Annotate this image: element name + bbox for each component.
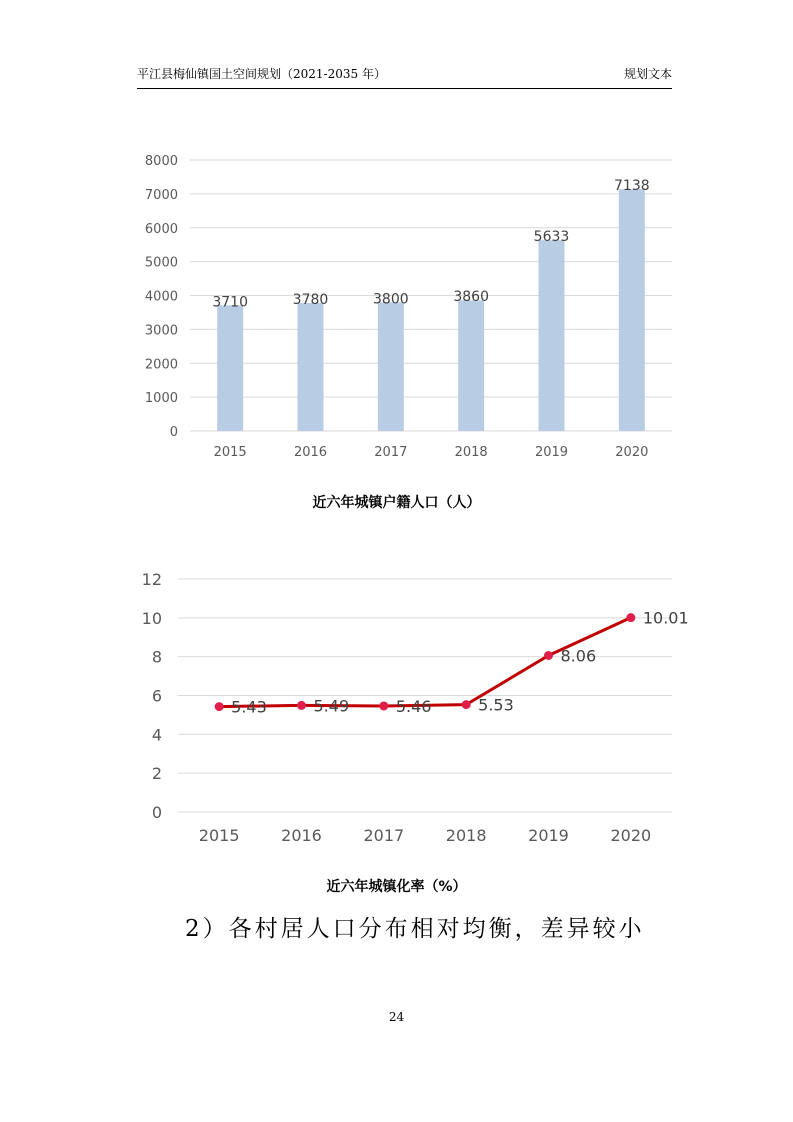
x-tick-label: 2018 (454, 445, 488, 460)
data-label: 3710 (212, 294, 248, 311)
y-tick-label: 8000 (144, 154, 178, 169)
y-tick-label: 0 (151, 803, 162, 822)
y-tick-label: 5000 (144, 255, 178, 271)
data-label: 5.53 (478, 695, 514, 715)
data-label: 8.06 (560, 646, 597, 666)
document-title: 平江县梅仙镇国土空间规划（2021-2035 年） (137, 67, 386, 81)
x-tick-label: 2019 (528, 826, 569, 845)
data-label: 5.49 (313, 696, 350, 716)
y-tick-label: 8 (151, 647, 162, 667)
bar-chart-caption: 近六年城镇户籍人口（人） (312, 495, 481, 511)
data-label: 3860 (453, 289, 489, 306)
document-section: 规划文本 (623, 67, 672, 81)
data-label: 3780 (292, 291, 329, 308)
data-point (626, 613, 635, 622)
section-heading-text: 2）各村居人口分布相对均衡，差异较小 (185, 916, 645, 942)
data-point (462, 700, 471, 709)
y-tick-label: 6000 (144, 221, 178, 237)
y-tick-label: 0 (169, 425, 178, 440)
x-tick-label: 2016 (281, 826, 322, 845)
y-tick-label: 4 (151, 725, 162, 745)
data-label: 5.46 (395, 696, 432, 716)
y-tick-label: 7000 (144, 187, 178, 203)
x-tick-label: 2015 (213, 445, 247, 460)
y-tick-label: 2000 (144, 357, 178, 373)
y-tick-label: 2 (151, 764, 162, 784)
data-point (544, 651, 553, 660)
x-tick-label: 2020 (615, 445, 649, 460)
x-tick-label: 2020 (610, 826, 652, 845)
data-label: 5.43 (231, 697, 267, 717)
data-point (379, 701, 388, 710)
data-point (215, 702, 224, 711)
y-tick-label: 3000 (144, 323, 178, 339)
x-tick-label: 2018 (445, 826, 487, 845)
x-tick-label: 2016 (293, 445, 328, 460)
x-tick-label: 2017 (374, 445, 408, 460)
line-chart-caption: 近六年城镇化率（%） (326, 879, 467, 895)
data-point (297, 701, 306, 710)
x-tick-label: 2015 (198, 826, 240, 845)
data-label: 5633 (533, 229, 570, 246)
data-label: 10.01 (642, 608, 689, 628)
x-tick-label: 2017 (363, 826, 405, 845)
y-tick-label: 10 (141, 608, 162, 628)
y-tick-label: 1000 (144, 391, 178, 407)
page-number: 24 (388, 1010, 405, 1024)
data-label: 7138 (614, 178, 650, 195)
data-label: 3800 (373, 291, 409, 308)
y-tick-label: 12 (141, 570, 162, 589)
y-tick-label: 4000 (144, 289, 178, 305)
x-tick-label: 2019 (534, 445, 569, 460)
y-tick-label: 6 (151, 686, 162, 706)
